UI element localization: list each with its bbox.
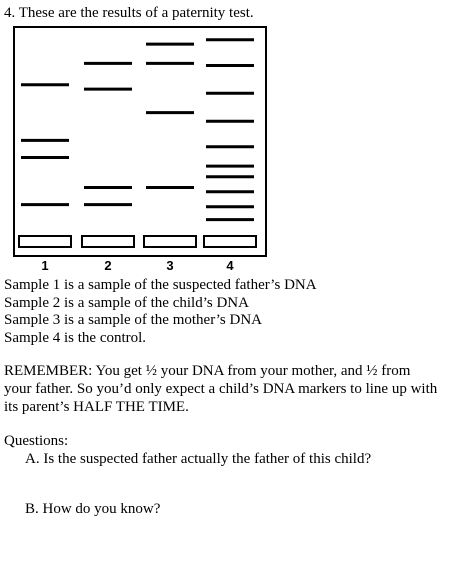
lane-label-1: 1 (41, 258, 49, 273)
gel-well-lane-2 (82, 236, 134, 247)
sample-3-description: Sample 3 is a sample of the mother’s DNA (4, 312, 263, 328)
remember-line-3: its parent’s HALF THE TIME. (4, 399, 189, 415)
question-title: 4. These are the results of a paternity test. (4, 5, 254, 21)
questions-heading: Questions: (4, 433, 69, 449)
lane-label-4: 4 (226, 258, 234, 273)
gel-wells (19, 236, 256, 247)
gel-electrophoresis-diagram (0, 0, 468, 275)
question-a: A. Is the suspected father actually the father of this child? (25, 451, 372, 467)
sample-4-description: Sample 4 is the control. (4, 329, 147, 346)
gel-bands (21, 40, 254, 220)
remember-line-2: your father. So you’d only expect a child’s DNA markers to line up with (4, 381, 438, 397)
remember-line-1: REMEMBER: You get ½ your DNA from your mother, and ½ from (4, 363, 411, 379)
gel-well-lane-1 (19, 236, 71, 247)
gel-well-lane-3 (144, 236, 196, 247)
sample-2-description: Sample 2 is a sample of the child’s DNA (4, 294, 249, 311)
remember-note (4, 362, 454, 416)
lane-labels (41, 258, 234, 273)
sample-descriptions (4, 277, 317, 347)
lane-label-2: 2 (104, 258, 112, 273)
question-b: B. How do you know? (25, 501, 161, 517)
lane-label-3: 3 (166, 258, 174, 273)
sample-1-description: Sample 1 is a sample of the suspected father’s DNA (4, 277, 317, 293)
gel-well-lane-4 (204, 236, 256, 247)
